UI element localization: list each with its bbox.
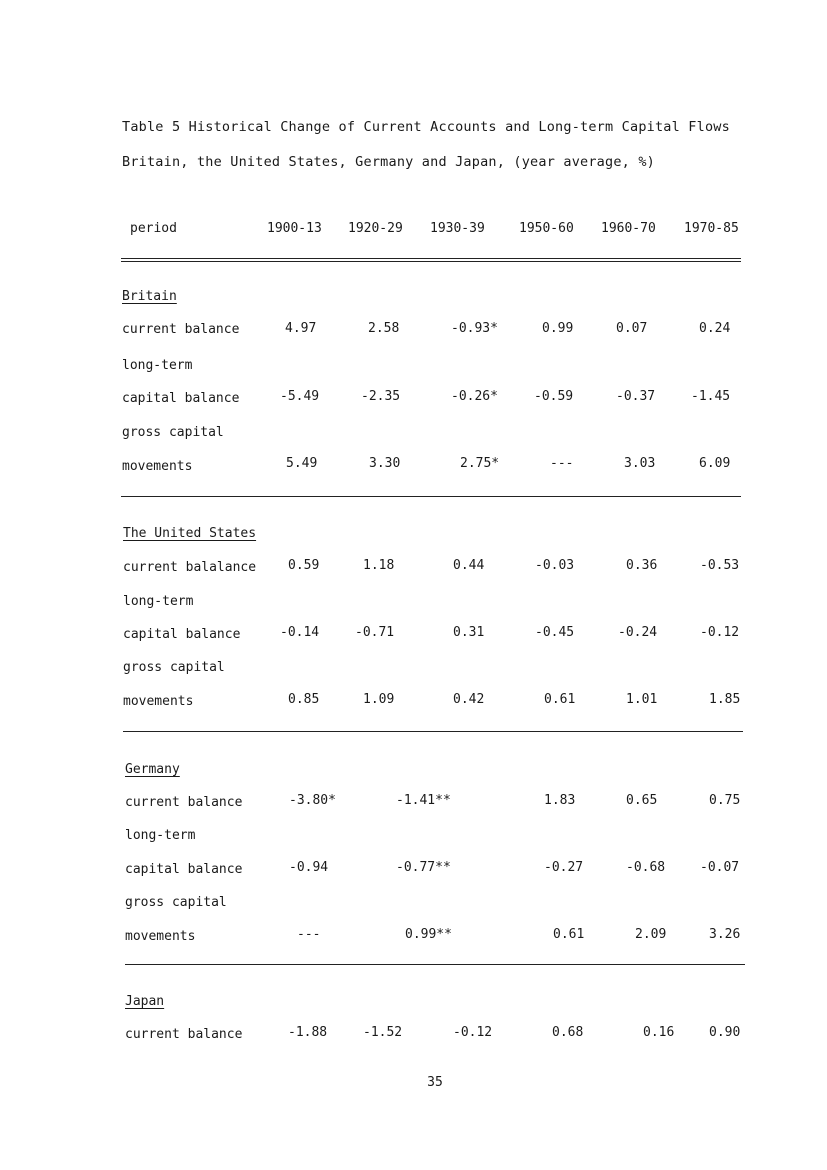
cell-japan-current-1920-29: -1.52 xyxy=(363,1025,403,1040)
cell-britain-capital-1920-29: -2.35 xyxy=(361,389,401,404)
cell-us-capital-1950-60: -0.45 xyxy=(535,625,575,640)
section-title-britain: Britain xyxy=(122,289,177,304)
cell-germany-movements-1970-85: 3.26 xyxy=(709,927,741,942)
section-rule-united-states xyxy=(123,731,743,732)
cell-us-current-1960-70: 0.36 xyxy=(626,558,658,573)
cell-britain-movements-1970-85: 6.09 xyxy=(699,456,731,471)
row-label-current-balance: current balalance xyxy=(123,560,257,575)
cell-us-current-1920-29: 1.18 xyxy=(363,558,395,573)
cell-britain-current-1960-70: 0.07 xyxy=(616,321,648,336)
row-label-long-term: long-term xyxy=(125,828,196,843)
header-double-rule xyxy=(121,258,741,262)
row-label-capital-balance: capital balance xyxy=(125,862,243,877)
header-col-1970-85: 1970-85 xyxy=(684,221,739,236)
cell-germany-capital-1960-70: -0.68 xyxy=(626,860,666,875)
cell-britain-capital-1930-39: -0.26* xyxy=(451,389,498,404)
row-label-movements: movements xyxy=(125,929,196,944)
row-label-current-balance: current balance xyxy=(125,795,243,810)
cell-us-capital-1970-85: -0.12 xyxy=(700,625,740,640)
cell-japan-current-1970-85: 0.90 xyxy=(709,1025,741,1040)
cell-japan-current-1950-60: 0.68 xyxy=(552,1025,584,1040)
cell-germany-current-1960-70: 0.65 xyxy=(626,793,658,808)
row-label-long-term: long-term xyxy=(122,358,193,373)
page-number: 35 xyxy=(427,1075,443,1090)
cell-us-capital-1900-13: -0.14 xyxy=(280,625,320,640)
cell-britain-movements-1960-70: 3.03 xyxy=(624,456,656,471)
header-col-1950-60: 1950-60 xyxy=(519,221,574,236)
header-col-1900-13: 1900-13 xyxy=(267,221,322,236)
cell-britain-current-1930-39: -0.93* xyxy=(451,321,498,336)
cell-britain-capital-1970-85: -1.45 xyxy=(691,389,731,404)
cell-japan-current-1930-39: -0.12 xyxy=(453,1025,493,1040)
row-label-gross-capital: gross capital xyxy=(123,660,225,675)
cell-germany-capital-1900-13: -0.94 xyxy=(289,860,329,875)
cell-germany-current-1970-85: 0.75 xyxy=(709,793,741,808)
cell-germany-current-1950-60: 1.83 xyxy=(544,793,576,808)
row-label-long-term: long-term xyxy=(123,594,194,609)
cell-britain-current-1950-60: 0.99 xyxy=(542,321,574,336)
cell-us-movements-1920-29: 1.09 xyxy=(363,692,395,707)
row-label-movements: movements xyxy=(122,459,193,474)
cell-us-capital-1930-39: 0.31 xyxy=(453,625,485,640)
cell-germany-capital-1920-39: -0.77** xyxy=(396,860,451,875)
cell-germany-capital-1950-60: -0.27 xyxy=(544,860,584,875)
cell-us-movements-1930-39: 0.42 xyxy=(453,692,485,707)
section-title-japan: Japan xyxy=(125,994,165,1009)
cell-us-capital-1920-29: -0.71 xyxy=(355,625,395,640)
cell-britain-current-1900-13: 4.97 xyxy=(285,321,317,336)
row-label-current-balance: current balance xyxy=(125,1027,243,1042)
section-rule-germany xyxy=(125,964,745,965)
cell-us-capital-1960-70: -0.24 xyxy=(618,625,658,640)
cell-britain-current-1920-29: 2.58 xyxy=(368,321,400,336)
section-title-germany: Germany xyxy=(125,762,180,777)
cell-us-current-1900-13: 0.59 xyxy=(288,558,320,573)
cell-britain-movements-1900-13: 5.49 xyxy=(286,456,318,471)
cell-germany-capital-1970-85: -0.07 xyxy=(700,860,740,875)
row-label-capital-balance: capital balance xyxy=(122,391,240,406)
header-col-1960-70: 1960-70 xyxy=(601,221,656,236)
cell-us-current-1950-60: -0.03 xyxy=(535,558,575,573)
row-label-movements: movements xyxy=(123,694,194,709)
cell-us-movements-1970-85: 1.85 xyxy=(709,692,741,707)
section-title-united-states: The United States xyxy=(123,526,257,541)
cell-us-movements-1900-13: 0.85 xyxy=(288,692,320,707)
cell-us-movements-1950-60: 0.61 xyxy=(544,692,576,707)
cell-germany-current-1920-39: -1.41** xyxy=(396,793,451,808)
cell-germany-movements-1920-39: 0.99** xyxy=(405,927,452,942)
section-rule-britain xyxy=(121,496,741,497)
header-period: period xyxy=(130,221,177,236)
cell-us-current-1930-39: 0.44 xyxy=(453,558,485,573)
cell-britain-current-1970-85: 0.24 xyxy=(699,321,731,336)
row-label-current-balance: current balance xyxy=(122,322,240,337)
table-caption-line-1: Table 5 Historical Change of Current Accounts and Long-term Capital Flows xyxy=(122,119,730,135)
cell-germany-current-1900-13: -3.80* xyxy=(289,793,336,808)
cell-germany-movements-1950-60: 0.61 xyxy=(553,927,585,942)
row-label-gross-capital: gross capital xyxy=(125,895,227,910)
cell-us-movements-1960-70: 1.01 xyxy=(626,692,658,707)
cell-japan-current-1960-70: 0.16 xyxy=(643,1025,675,1040)
cell-britain-capital-1900-13: -5.49 xyxy=(280,389,320,404)
cell-germany-movements-1960-70: 2.09 xyxy=(635,927,667,942)
cell-britain-movements-1920-29: 3.30 xyxy=(369,456,401,471)
header-col-1930-39: 1930-39 xyxy=(430,221,485,236)
cell-germany-movements-1900-13: --- xyxy=(297,927,321,942)
cell-britain-movements-1930-39: 2.75* xyxy=(460,456,500,471)
cell-britain-capital-1960-70: -0.37 xyxy=(616,389,656,404)
cell-britain-capital-1950-60: -0.59 xyxy=(534,389,574,404)
row-label-capital-balance: capital balance xyxy=(123,627,241,642)
cell-us-current-1970-85: -0.53 xyxy=(700,558,740,573)
header-col-1920-29: 1920-29 xyxy=(348,221,403,236)
cell-britain-movements-1950-60: --- xyxy=(550,456,574,471)
table-caption-line-2: Britain, the United States, Germany and Japan, (year average, %) xyxy=(122,154,655,170)
row-label-gross-capital: gross capital xyxy=(122,425,224,440)
cell-japan-current-1900-13: -1.88 xyxy=(288,1025,328,1040)
